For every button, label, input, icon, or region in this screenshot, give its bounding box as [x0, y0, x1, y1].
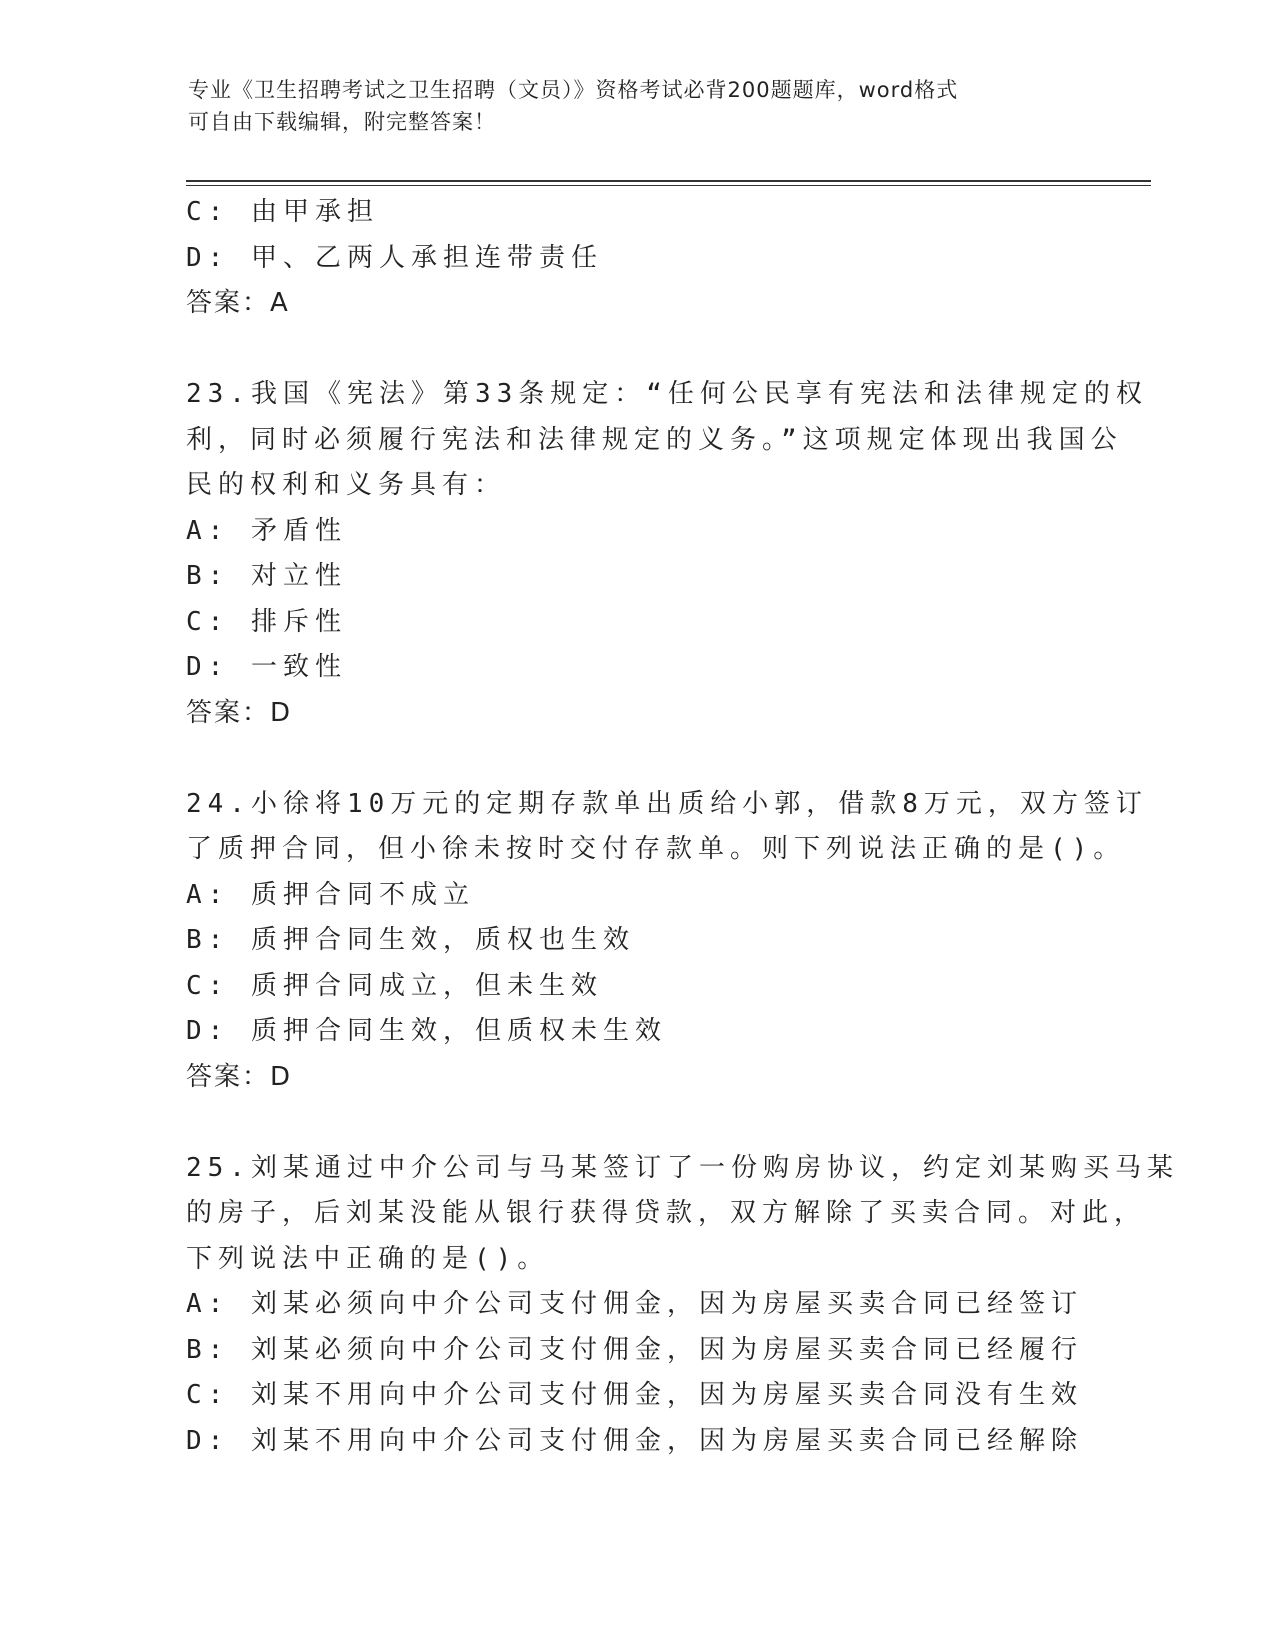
answer-line: 答案：D	[186, 1061, 293, 1092]
question-22-continued	[186, 190, 1086, 327]
header-line-1: 专业《卫生招聘考试之卫生招聘（文员）》资格考试必背200题题库，word格式	[188, 78, 959, 102]
document-header	[188, 74, 1088, 138]
option-c: C: 刘某不用向中介公司支付佣金，因为房屋买卖合同没有生效	[186, 1380, 1083, 1410]
spacer	[186, 736, 1086, 782]
question-25	[186, 1146, 1179, 1465]
option-b: B: 对立性	[186, 561, 347, 591]
question-24	[186, 782, 1148, 1101]
spacer	[186, 1100, 1086, 1146]
question-stem: 25.刘某通过中介公司与马某签订了一份购房协议，约定刘某购买马某	[186, 1152, 1179, 1183]
question-stem: 利，同时必须履行宪法和法律规定的义务。”这项规定体现出我国公	[186, 424, 1123, 455]
header-divider-thick	[186, 180, 1151, 182]
question-stem: 23.我国《宪法》第33条规定：“任何公民享有宪法和法律规定的权	[186, 379, 1148, 409]
question-stem: 24.小徐将10万元的定期存款单出质给小郭，借款8万元，双方签订	[186, 788, 1148, 819]
answer-line: 答案：D	[186, 697, 293, 728]
question-stem: 民的权利和义务具有：	[186, 470, 507, 500]
spacer	[186, 327, 1086, 373]
option-a: A: 矛盾性	[186, 515, 347, 546]
option-d: D: 刘某不用向中介公司支付佣金，因为房屋买卖合同已经解除	[186, 1425, 1083, 1456]
option-c: C: 质押合同成立，但未生效	[186, 970, 603, 1001]
answer-line: 答案：A	[186, 288, 290, 318]
option-b: B: 刘某必须向中介公司支付佣金，因为房屋买卖合同已经履行	[186, 1334, 1083, 1365]
question-stem: 下列说法中正确的是()。	[186, 1243, 550, 1274]
question-23	[186, 372, 1148, 736]
question-stem: 的房子，后刘某没能从银行获得贷款，双方解除了买卖合同。对此，	[186, 1198, 1147, 1228]
option-d: D: 甲、乙两人承担连带责任	[186, 242, 603, 273]
option-c: C: 排斥性	[186, 606, 347, 637]
question-list	[186, 190, 1179, 1464]
question-stem: 了质押合同，但小徐未按时交付存款单。则下列说法正确的是()。	[186, 834, 1126, 864]
option-d: D: 一致性	[186, 652, 347, 682]
option-c: C: 由甲承担	[186, 197, 379, 227]
option-a: A: 刘某必须向中介公司支付佣金，因为房屋买卖合同已经签订	[186, 1289, 1083, 1319]
header-line-2: 可自由下载编辑，附完整答案！	[188, 110, 496, 134]
option-b: B: 质押合同生效，质权也生效	[186, 925, 635, 955]
option-a: A: 质押合同不成立	[186, 879, 475, 910]
option-d: D: 质押合同生效，但质权未生效	[186, 1016, 667, 1046]
header-divider-thin	[186, 185, 1151, 186]
